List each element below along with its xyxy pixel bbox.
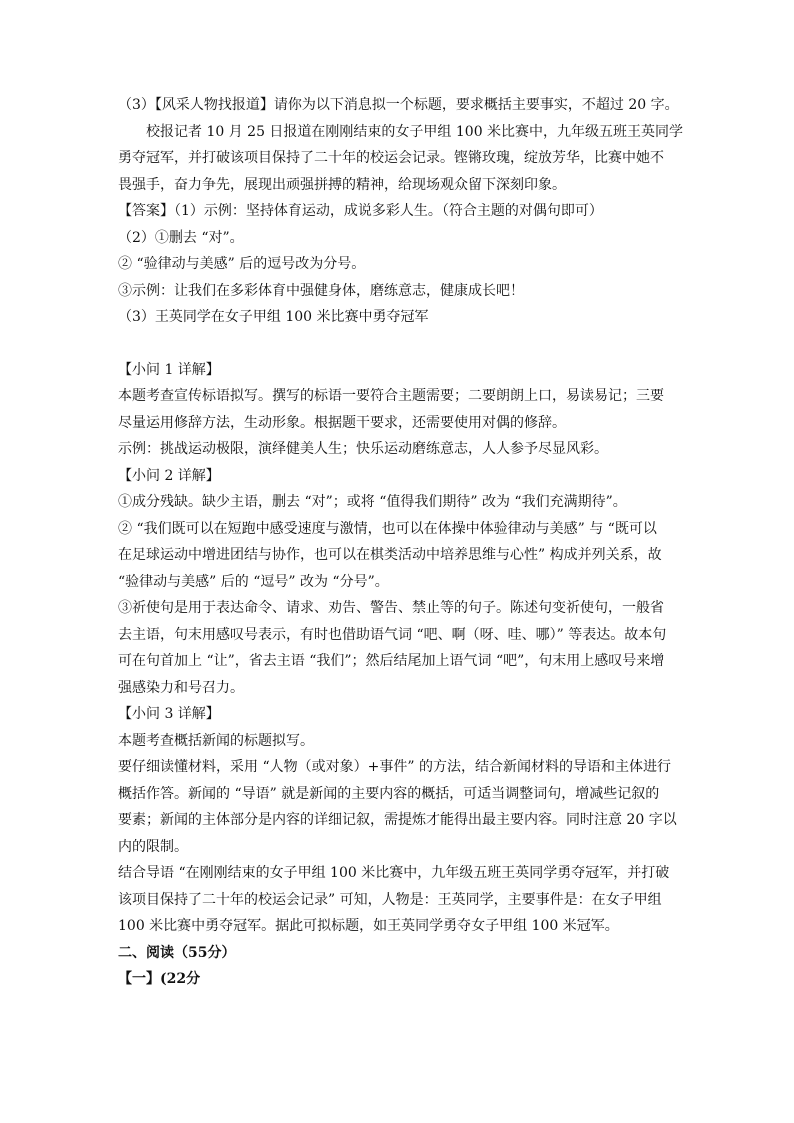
detail-3-line: 100 米比赛中勇夺冠军。据此可拟标题，如王英同学勇夺女子甲组 100 米冠军。 (118, 918, 619, 934)
detail-1-line: 本题考查宣传标语拟写。撰写的标语一要符合主题需要；二要朗朗上口，易读易记；三要 (118, 388, 664, 404)
detail-3-line: 要素；新闻的主体部分是内容的详细记叙，需提炼才能得出最主要内容。同时注意 20 字以 (118, 812, 677, 828)
detail-2-line: 去主语，句末用感叹号表示，有时也借助语气词 “吧、啊（呀、哇、哪）” 等表达。故本句 (118, 626, 667, 643)
answer-line-1: 【答案】（1）示例：坚持体育运动，成说多彩人生。（符合主题的对偶句即可） (118, 203, 603, 219)
answer-line-2: （2）①删去 “对”。 (118, 229, 244, 246)
detail-3-line: 要仔细读懂材料，采用 “人物（或对象）+事件” 的方法，结合新闻材料的导语和主体进行 (118, 759, 671, 775)
answer-line-4: ③示例：让我们在多彩体育中强健身体，磨练意志，健康成长吧！ (118, 282, 524, 299)
detail-2-line: 可在句首加上 “让”，省去主语 “我们”；然后结尾加上语气词 “吧”，句末用上感叹号来增 (118, 653, 665, 669)
question-3-prompt: （3）【风采人物找报道】请你为以下消息拟一个标题，要求概括主要事实，不超过 20 字。 (118, 97, 679, 113)
detail-3-line: 本题考查概括新闻的标题拟写。 (118, 732, 314, 749)
detail-2-line: ①成分残缺。缺少主语，删去 “对”；或将 “值得我们期待” 改为 “我们充满期待”。 (118, 494, 627, 510)
news-line-1: 校报记者 10 月 25 日报道在刚刚结束的女子甲组 100 米比赛中，九年级五班王英同学 (146, 123, 684, 140)
detail-3-heading: 【小问 3 详解】 (118, 706, 220, 722)
answer-line-5: （3）王英同学在女子甲组 100 米比赛中勇夺冠军 (118, 309, 429, 325)
detail-1-heading: 【小问 1 详解】 (118, 361, 220, 378)
detail-2-line: 强感染力和号召力。 (118, 679, 244, 696)
detail-3-line: 该项目保持了二十年的校运会记录” 可知，人物是：王英同学，主要事件是：在女子甲组 (118, 891, 662, 908)
detail-3-line: 内的限制。 (118, 838, 188, 855)
detail-2-line: “验律动与美感” 后的 “逗号” 改为 “分号”。 (118, 573, 389, 590)
news-line-3: 畏强手，奋力争先，展现出顽强拼搏的精神，给现场观众留下深刻印象。 (118, 176, 566, 193)
detail-2-line: ② “我们既可以在短跑中感受速度与激情，也可以在体操中体验律动与美感” 与 “既可以 (118, 520, 657, 537)
section-2-part-1-title: 【一】(22分 (118, 971, 201, 987)
detail-2-heading: 【小问 2 详解】 (118, 467, 220, 484)
detail-3-line: 概括作答。新闻的 “导语” 就是新闻的主要内容的概括，可适当调整词句，增减些记叙的 (118, 785, 660, 802)
detail-1-line: 示例：挑战运动极限，演绎健美人生；快乐运动磨练意志，人人参予尽显风彩。 (118, 441, 608, 457)
answer-line-3: ② “验律动与美感” 后的逗号改为分号。 (118, 256, 366, 272)
document-page (118, 92, 684, 993)
spacer (118, 331, 680, 357)
section-2-title: 二、阅读（55分） (118, 944, 236, 961)
detail-2-line: 在足球运动中增进团结与协作，也可以在棋类活动中培养思维与心性” 构成并列关系，故 (118, 547, 662, 563)
detail-3-line: 结合导语 “在刚刚结束的女子甲组 100 米比赛中，九年级五班王英同学勇夺冠军，并打破 (118, 865, 670, 881)
detail-2-line: ③祈使句是用于表达命令、请求、劝告、警告、禁止等的句子。陈述句变祈使句，一般省 (118, 600, 664, 616)
detail-1-line: 尽量运用修辞方法，生动形象。根据题干要求，还需要使用对偶的修辞。 (118, 414, 566, 431)
news-line-2: 勇夺冠军，并打破该项目保持了二十年的校运会记录。铿锵玫瑰，绽放芳华，比赛中她不 (118, 150, 664, 166)
